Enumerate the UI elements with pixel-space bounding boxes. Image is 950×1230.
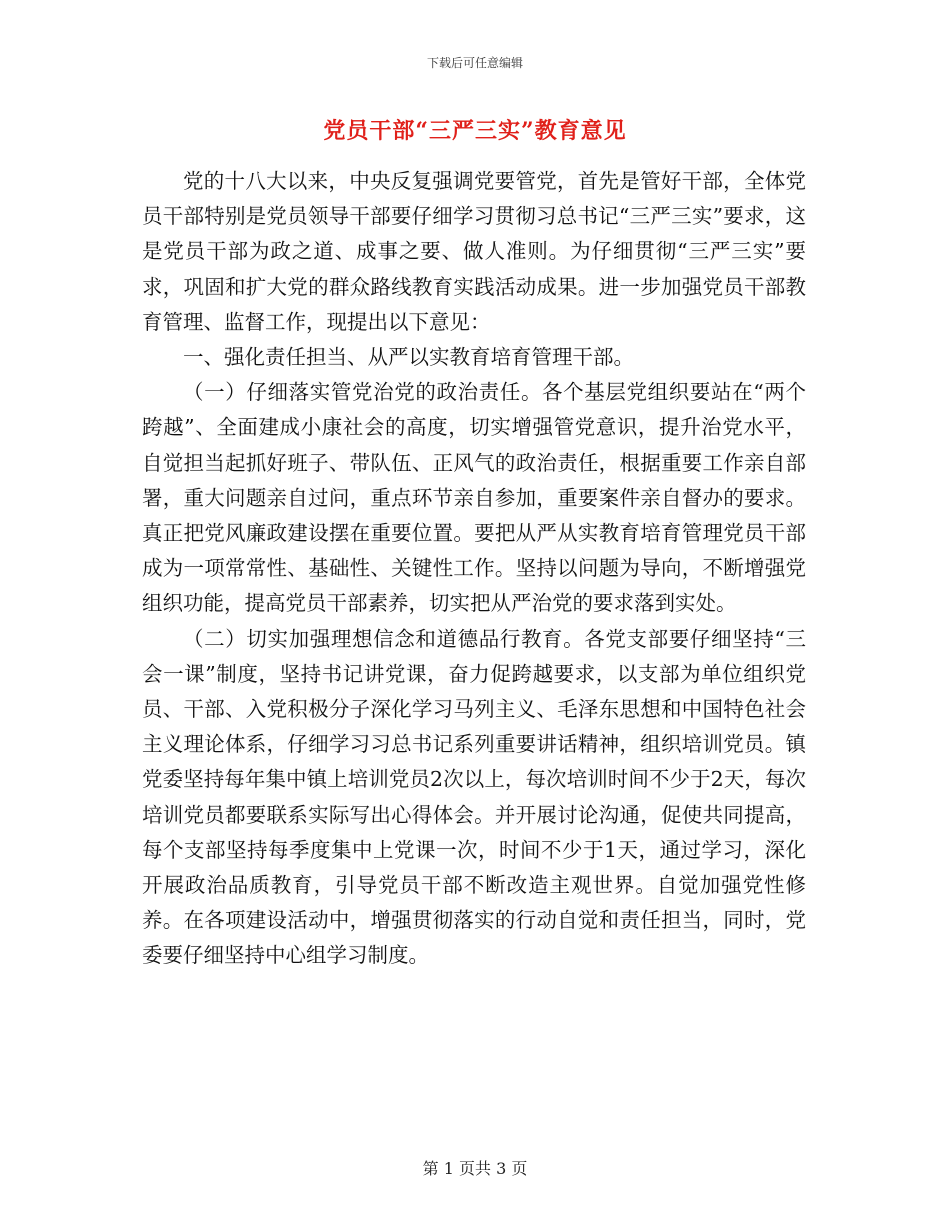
- document-title: 党员干部“三严三实”教育意见: [323, 118, 627, 144]
- document-body: [142, 164, 806, 974]
- page-header-note: 下载后可任意编辑: [426, 56, 523, 70]
- paragraph-item-1: （一）仔细落实管党治党的政治责任。各个基层党组织要站在“两个跨越”、全面建成小康社会的高度，切实增强管党意识，提升治党水平，自觉担当起抓好班子、带队伍、正风气的政治责任，根据重要工作亲自部署，重大问题亲自过问，重点环节亲自参加，重要案件亲自督办的要求。真正把党风廉政建设摆在重要位置。要把从严从实教育培育管理党员干部成为一项常常性、基础性、关键性工作。坚持以问题为导向，不断增强党组织功能，提高党员干部素养，切实把从严治党的要求落到实处。: [142, 380, 806, 616]
- paragraph-section-heading: 一、强化责任担当、从严以实教育培育管理干部。: [183, 345, 634, 370]
- paragraph-intro: 党的十八大以来，中央反复强调党要管党，首先是管好干部，全体党员干部特别是党员领导干部要仔细学习贯彻习总书记“三严三实”要求，这是党员干部为政之道、成事之要、做人准则。为仔细贯彻“三严三实”要求，巩固和扩大党的群众路线教育实践活动成果。进一步加强党员干部教育管理、监督工作，现提出以下意见：: [142, 169, 806, 334]
- paragraph-item-2: （二）切实加强理想信念和道德品行教育。各党支部要仔细坚持“三会一课”制度，坚持书记讲党课，奋力促跨越要求，以支部为单位组织党员、干部、入党积极分子深化学习马列主义、毛泽东思想和中国特色社会主义理论体系，仔细学习习总书记系列重要讲话精神，组织培训党员。镇党委坚持每年集中镇上培训党员2次以上，每次培训时间不少于2天，每次培训党员都要联系实际写出心得体会。并开展讨论沟通，促使共同提高，每个支部坚持每季度集中上党课一次，时间不少于1天，通过学习，深化开展政治品质教育，引导党员干部不断改造主观世界。自觉加强党性修养。在各项建设活动中，增强贯彻落实的行动自觉和责任担当，同时，党委要仔细坚持中心组学习制度。: [142, 626, 806, 968]
- page-number: 第 1 页共 3 页: [422, 1159, 528, 1178]
